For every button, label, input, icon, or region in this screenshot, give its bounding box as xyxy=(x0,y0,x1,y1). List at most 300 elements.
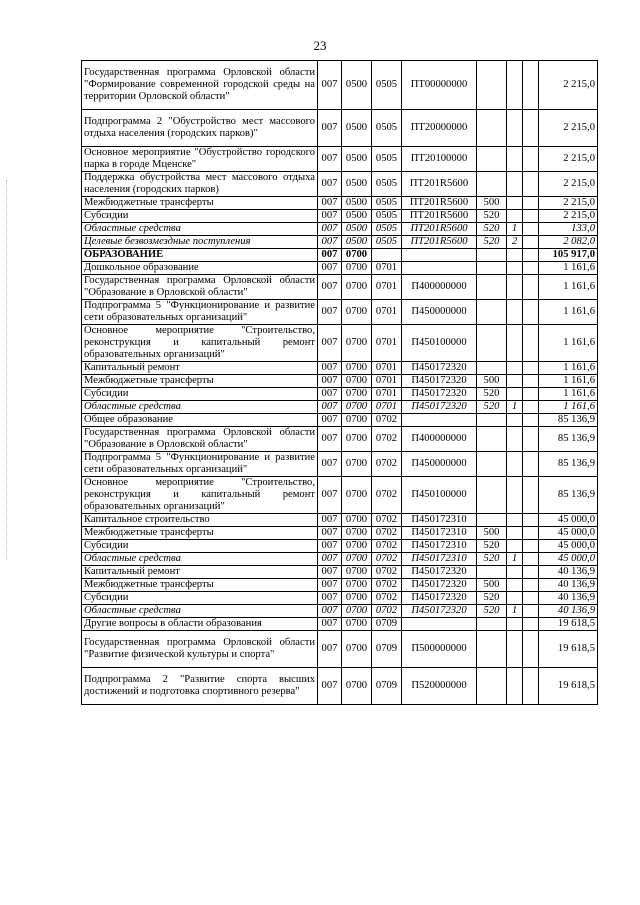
amount: 1 161,6 xyxy=(539,275,598,300)
target-article-code xyxy=(402,618,477,631)
row-name: Субсидии xyxy=(82,540,318,553)
row-name: Областные средства xyxy=(82,223,318,236)
amount: 1 161,6 xyxy=(539,362,598,375)
target-article-code: П450172310 xyxy=(402,527,477,540)
source-code-2 xyxy=(523,452,539,477)
source-code-1 xyxy=(507,414,523,427)
amount: 19 618,5 xyxy=(539,618,598,631)
section-code: 0500 xyxy=(342,223,372,236)
target-article-code: ПТ201R5600 xyxy=(402,172,477,197)
target-article-code: П450172320 xyxy=(402,362,477,375)
section-code: 0700 xyxy=(342,579,372,592)
row-name: Капитальное строительство xyxy=(82,514,318,527)
table-row xyxy=(82,401,598,414)
section-code: 0700 xyxy=(342,477,372,514)
target-article-code: ПТ20100000 xyxy=(402,147,477,172)
table-row xyxy=(82,514,598,527)
source-code-1 xyxy=(507,172,523,197)
target-article-code: П450172310 xyxy=(402,540,477,553)
amount: 2 215,0 xyxy=(539,61,598,110)
source-code-1 xyxy=(507,147,523,172)
subsection-code: 0701 xyxy=(372,388,402,401)
subsection-code: 0701 xyxy=(372,300,402,325)
section-code: 0700 xyxy=(342,540,372,553)
source-code-2 xyxy=(523,579,539,592)
row-name: Общее образование xyxy=(82,414,318,427)
subsection-code: 0701 xyxy=(372,325,402,362)
amount: 45 000,0 xyxy=(539,553,598,566)
section-code: 0700 xyxy=(342,553,372,566)
grbs-code: 007 xyxy=(318,514,342,527)
expense-type-code xyxy=(477,631,507,668)
expense-type-code: 520 xyxy=(477,605,507,618)
amount: 1 161,6 xyxy=(539,325,598,362)
target-article-code xyxy=(402,414,477,427)
subsection-code: 0701 xyxy=(372,275,402,300)
source-code-2 xyxy=(523,618,539,631)
amount: 2 215,0 xyxy=(539,210,598,223)
grbs-code: 007 xyxy=(318,236,342,249)
subsection-code: 0505 xyxy=(372,236,402,249)
source-code-1 xyxy=(507,375,523,388)
row-name: Межбюджетные трансферты xyxy=(82,579,318,592)
row-name: Областные средства xyxy=(82,401,318,414)
row-name: Межбюджетные трансферты xyxy=(82,197,318,210)
source-code-2 xyxy=(523,325,539,362)
table-row xyxy=(82,236,598,249)
target-article-code: П450100000 xyxy=(402,477,477,514)
source-code-1 xyxy=(507,275,523,300)
table-row xyxy=(82,427,598,452)
grbs-code: 007 xyxy=(318,668,342,705)
grbs-code: 007 xyxy=(318,477,342,514)
row-name: Межбюджетные трансферты xyxy=(82,527,318,540)
source-code-2 xyxy=(523,362,539,375)
table-row xyxy=(82,605,598,618)
source-code-1 xyxy=(507,61,523,110)
amount: 45 000,0 xyxy=(539,527,598,540)
grbs-code: 007 xyxy=(318,579,342,592)
amount: 1 161,6 xyxy=(539,262,598,275)
subsection-code: 0505 xyxy=(372,172,402,197)
table-row xyxy=(82,477,598,514)
subsection-code: 0702 xyxy=(372,592,402,605)
source-code-1: 1 xyxy=(507,223,523,236)
source-code-1 xyxy=(507,427,523,452)
amount: 1 161,6 xyxy=(539,375,598,388)
amount: 19 618,5 xyxy=(539,631,598,668)
source-code-2 xyxy=(523,375,539,388)
table-row xyxy=(82,452,598,477)
amount: 2 215,0 xyxy=(539,172,598,197)
expense-type-code xyxy=(477,61,507,110)
subsection-code xyxy=(372,249,402,262)
section-code: 0700 xyxy=(342,275,372,300)
expense-type-code xyxy=(477,514,507,527)
expense-type-code xyxy=(477,110,507,147)
section-code: 0500 xyxy=(342,110,372,147)
row-name: Субсидии xyxy=(82,210,318,223)
target-article-code: П450172320 xyxy=(402,401,477,414)
subsection-code: 0702 xyxy=(372,477,402,514)
source-code-2 xyxy=(523,566,539,579)
subsection-code: 0702 xyxy=(372,452,402,477)
expense-type-code: 520 xyxy=(477,388,507,401)
grbs-code: 007 xyxy=(318,553,342,566)
source-code-2 xyxy=(523,223,539,236)
grbs-code: 007 xyxy=(318,566,342,579)
amount: 40 136,9 xyxy=(539,592,598,605)
target-article-code: П450100000 xyxy=(402,325,477,362)
section-code: 0700 xyxy=(342,452,372,477)
target-article-code: П450172320 xyxy=(402,605,477,618)
subsection-code: 0702 xyxy=(372,414,402,427)
target-article-code: П450172310 xyxy=(402,514,477,527)
table-row xyxy=(82,566,598,579)
expense-type-code xyxy=(477,172,507,197)
section-code: 0700 xyxy=(342,592,372,605)
page-number: 23 xyxy=(313,38,327,53)
target-article-code: ПТ201R5600 xyxy=(402,223,477,236)
amount: 2 215,0 xyxy=(539,197,598,210)
section-code: 0500 xyxy=(342,236,372,249)
expense-type-code xyxy=(477,325,507,362)
amount: 85 136,9 xyxy=(539,414,598,427)
subsection-code: 0709 xyxy=(372,618,402,631)
table-row xyxy=(82,362,598,375)
subsection-code: 0702 xyxy=(372,553,402,566)
table-row xyxy=(82,275,598,300)
table-row xyxy=(82,375,598,388)
expense-type-code xyxy=(477,452,507,477)
source-code-1 xyxy=(507,388,523,401)
amount: 2 215,0 xyxy=(539,147,598,172)
target-article-code: П450000000 xyxy=(402,452,477,477)
source-code-1 xyxy=(507,477,523,514)
target-article-code: ПТ201R5600 xyxy=(402,236,477,249)
grbs-code: 007 xyxy=(318,427,342,452)
subsection-code: 0505 xyxy=(372,110,402,147)
expense-type-code: 520 xyxy=(477,540,507,553)
expense-type-code xyxy=(477,362,507,375)
source-code-2 xyxy=(523,414,539,427)
row-name: Дошкольное образование xyxy=(82,262,318,275)
row-name: Капитальный ремонт xyxy=(82,362,318,375)
source-code-2 xyxy=(523,477,539,514)
row-name: Государственная программа Орловской области "Образование в Орловской области" xyxy=(82,275,318,300)
source-code-1 xyxy=(507,668,523,705)
target-article-code xyxy=(402,262,477,275)
expense-type-code: 500 xyxy=(477,579,507,592)
row-name: Субсидии xyxy=(82,592,318,605)
amount: 1 161,6 xyxy=(539,401,598,414)
expense-type-code: 520 xyxy=(477,401,507,414)
target-article-code: ПТ201R5600 xyxy=(402,210,477,223)
row-name: Другие вопросы в области образования xyxy=(82,618,318,631)
source-code-2 xyxy=(523,427,539,452)
source-code-2 xyxy=(523,553,539,566)
table-row xyxy=(82,540,598,553)
section-code: 0700 xyxy=(342,401,372,414)
amount: 1 161,6 xyxy=(539,300,598,325)
source-code-2 xyxy=(523,197,539,210)
source-code-1 xyxy=(507,514,523,527)
source-code-1 xyxy=(507,197,523,210)
table-row xyxy=(82,618,598,631)
source-code-1 xyxy=(507,540,523,553)
source-code-1 xyxy=(507,325,523,362)
row-name: Подпрограмма 2 "Обустройство мест массового отдыха населения (городских парков)" xyxy=(82,110,318,147)
target-article-code: П450172310 xyxy=(402,553,477,566)
grbs-code: 007 xyxy=(318,262,342,275)
row-name: Основное мероприятие "Обустройство городского парка в городе Мценске" xyxy=(82,147,318,172)
section-code: 0700 xyxy=(342,527,372,540)
grbs-code: 007 xyxy=(318,401,342,414)
subsection-code: 0702 xyxy=(372,605,402,618)
expense-type-code xyxy=(477,300,507,325)
source-code-1 xyxy=(507,300,523,325)
row-name: Государственная программа Орловской области "Формирование современной городской среды на территории Орловской области" xyxy=(82,61,318,110)
subsection-code: 0702 xyxy=(372,540,402,553)
table-row xyxy=(82,147,598,172)
source-code-2 xyxy=(523,605,539,618)
section-code: 0700 xyxy=(342,362,372,375)
grbs-code: 007 xyxy=(318,197,342,210)
expense-type-code xyxy=(477,668,507,705)
expense-type-code: 500 xyxy=(477,527,507,540)
source-code-1: 1 xyxy=(507,401,523,414)
expense-type-code xyxy=(477,147,507,172)
table-row xyxy=(82,223,598,236)
grbs-code: 007 xyxy=(318,375,342,388)
target-article-code: П450172320 xyxy=(402,579,477,592)
grbs-code: 007 xyxy=(318,631,342,668)
subsection-code: 0505 xyxy=(372,223,402,236)
section-code: 0500 xyxy=(342,172,372,197)
table-row xyxy=(82,414,598,427)
row-name: Основное мероприятие "Строительство, реконструкция и капитальный ремонт образовательных организаций" xyxy=(82,477,318,514)
source-code-2 xyxy=(523,540,539,553)
subsection-code: 0505 xyxy=(372,210,402,223)
source-code-2 xyxy=(523,110,539,147)
expense-type-code: 520 xyxy=(477,210,507,223)
grbs-code: 007 xyxy=(318,592,342,605)
section-code: 0500 xyxy=(342,210,372,223)
target-article-code: П400000000 xyxy=(402,275,477,300)
grbs-code: 007 xyxy=(318,61,342,110)
amount: 85 136,9 xyxy=(539,477,598,514)
target-article-code: П450172320 xyxy=(402,566,477,579)
source-code-2 xyxy=(523,236,539,249)
target-article-code: П400000000 xyxy=(402,427,477,452)
subsection-code: 0701 xyxy=(372,262,402,275)
expense-type-code xyxy=(477,275,507,300)
amount: 40 136,9 xyxy=(539,605,598,618)
amount: 1 161,6 xyxy=(539,388,598,401)
row-name: Подпрограмма 5 "Функционирование и развитие сети образовательных организаций" xyxy=(82,300,318,325)
grbs-code: 007 xyxy=(318,223,342,236)
grbs-code: 007 xyxy=(318,172,342,197)
source-code-2 xyxy=(523,527,539,540)
amount: 133,0 xyxy=(539,223,598,236)
target-article-code: П450172320 xyxy=(402,375,477,388)
amount: 85 136,9 xyxy=(539,452,598,477)
grbs-code: 007 xyxy=(318,147,342,172)
source-code-1 xyxy=(507,579,523,592)
subsection-code: 0702 xyxy=(372,427,402,452)
source-code-1 xyxy=(507,618,523,631)
section-code: 0700 xyxy=(342,262,372,275)
table-row xyxy=(82,197,598,210)
row-name: Субсидии xyxy=(82,388,318,401)
section-code: 0700 xyxy=(342,618,372,631)
amount: 19 618,5 xyxy=(539,668,598,705)
source-code-2 xyxy=(523,514,539,527)
target-article-code xyxy=(402,249,477,262)
source-code-1: 1 xyxy=(507,605,523,618)
grbs-code: 007 xyxy=(318,210,342,223)
grbs-code: 007 xyxy=(318,527,342,540)
source-code-2 xyxy=(523,275,539,300)
grbs-code: 007 xyxy=(318,540,342,553)
section-code: 0700 xyxy=(342,249,372,262)
table-row xyxy=(82,300,598,325)
amount: 2 215,0 xyxy=(539,110,598,147)
subsection-code: 0702 xyxy=(372,527,402,540)
expense-type-code: 520 xyxy=(477,223,507,236)
source-code-2 xyxy=(523,61,539,110)
source-code-2 xyxy=(523,249,539,262)
section-code: 0500 xyxy=(342,197,372,210)
target-article-code: П450000000 xyxy=(402,300,477,325)
source-code-2 xyxy=(523,147,539,172)
expense-type-code xyxy=(477,414,507,427)
target-article-code: ПТ201R5600 xyxy=(402,197,477,210)
section-code: 0700 xyxy=(342,300,372,325)
source-code-1 xyxy=(507,210,523,223)
amount: 45 000,0 xyxy=(539,540,598,553)
source-code-1 xyxy=(507,527,523,540)
grbs-code: 007 xyxy=(318,605,342,618)
target-article-code: ПТ00000000 xyxy=(402,61,477,110)
section-code: 0700 xyxy=(342,566,372,579)
expense-type-code xyxy=(477,427,507,452)
table-row xyxy=(82,579,598,592)
amount: 2 082,0 xyxy=(539,236,598,249)
expense-type-code: 520 xyxy=(477,592,507,605)
source-code-1 xyxy=(507,110,523,147)
row-name: Основное мероприятие "Строительство, реконструкция и капитальный ремонт образовательных организаций" xyxy=(82,325,318,362)
subsection-code: 0505 xyxy=(372,197,402,210)
table-row xyxy=(82,210,598,223)
row-name: Подпрограмма 2 "Развитие спорта высших достижений и подготовка спортивного резерва" xyxy=(82,668,318,705)
section-code: 0700 xyxy=(342,631,372,668)
source-code-1: 1 xyxy=(507,553,523,566)
table-row xyxy=(82,262,598,275)
grbs-code: 007 xyxy=(318,388,342,401)
budget-table xyxy=(81,60,598,705)
subsection-code: 0701 xyxy=(372,375,402,388)
expense-type-code: 520 xyxy=(477,553,507,566)
source-code-1 xyxy=(507,592,523,605)
row-name: Капитальный ремонт xyxy=(82,566,318,579)
section-code: 0500 xyxy=(342,147,372,172)
target-article-code: ПТ20000000 xyxy=(402,110,477,147)
source-code-2 xyxy=(523,631,539,668)
expense-type-code xyxy=(477,249,507,262)
expense-type-code xyxy=(477,477,507,514)
grbs-code: 007 xyxy=(318,275,342,300)
table-row xyxy=(82,527,598,540)
section-code: 0500 xyxy=(342,61,372,110)
subsection-code: 0702 xyxy=(372,566,402,579)
row-name: Целевые безвозмездные поступления xyxy=(82,236,318,249)
grbs-code: 007 xyxy=(318,362,342,375)
table-row xyxy=(82,388,598,401)
target-article-code: П500000000 xyxy=(402,631,477,668)
section-code: 0700 xyxy=(342,514,372,527)
grbs-code: 007 xyxy=(318,249,342,262)
row-name: Государственная программа Орловской области "Развитие физической культуры и спорта" xyxy=(82,631,318,668)
grbs-code: 007 xyxy=(318,452,342,477)
table-row xyxy=(82,172,598,197)
target-article-code: П450172320 xyxy=(402,388,477,401)
source-code-1 xyxy=(507,566,523,579)
source-code-2 xyxy=(523,592,539,605)
subsection-code: 0709 xyxy=(372,631,402,668)
row-name: Поддержка обустройства мест массового отдыха населения (городских парков) xyxy=(82,172,318,197)
subsection-code: 0702 xyxy=(372,579,402,592)
grbs-code: 007 xyxy=(318,325,342,362)
subsection-code: 0505 xyxy=(372,61,402,110)
table-row xyxy=(82,668,598,705)
target-article-code: П520000000 xyxy=(402,668,477,705)
source-code-1 xyxy=(507,631,523,668)
amount: 45 000,0 xyxy=(539,514,598,527)
section-code: 0700 xyxy=(342,325,372,362)
table-row xyxy=(82,553,598,566)
section-code: 0700 xyxy=(342,388,372,401)
section-code: 0700 xyxy=(342,605,372,618)
expense-type-code: 520 xyxy=(477,236,507,249)
table-row xyxy=(82,325,598,362)
table-row xyxy=(82,631,598,668)
subsection-code: 0709 xyxy=(372,668,402,705)
section-code: 0700 xyxy=(342,427,372,452)
table-row xyxy=(82,61,598,110)
source-code-1 xyxy=(507,262,523,275)
source-code-2 xyxy=(523,172,539,197)
grbs-code: 007 xyxy=(318,618,342,631)
section-code: 0700 xyxy=(342,414,372,427)
expense-type-code xyxy=(477,566,507,579)
grbs-code: 007 xyxy=(318,300,342,325)
source-code-1: 2 xyxy=(507,236,523,249)
source-code-1 xyxy=(507,362,523,375)
source-code-1 xyxy=(507,249,523,262)
source-code-2 xyxy=(523,668,539,705)
amount: 40 136,9 xyxy=(539,566,598,579)
grbs-code: 007 xyxy=(318,414,342,427)
grbs-code: 007 xyxy=(318,110,342,147)
row-name: ОБРАЗОВАНИЕ xyxy=(82,249,318,262)
row-name: Областные средства xyxy=(82,553,318,566)
expense-type-code xyxy=(477,618,507,631)
section-code: 0700 xyxy=(342,375,372,388)
source-code-2 xyxy=(523,388,539,401)
section-code: 0700 xyxy=(342,668,372,705)
amount: 40 136,9 xyxy=(539,579,598,592)
